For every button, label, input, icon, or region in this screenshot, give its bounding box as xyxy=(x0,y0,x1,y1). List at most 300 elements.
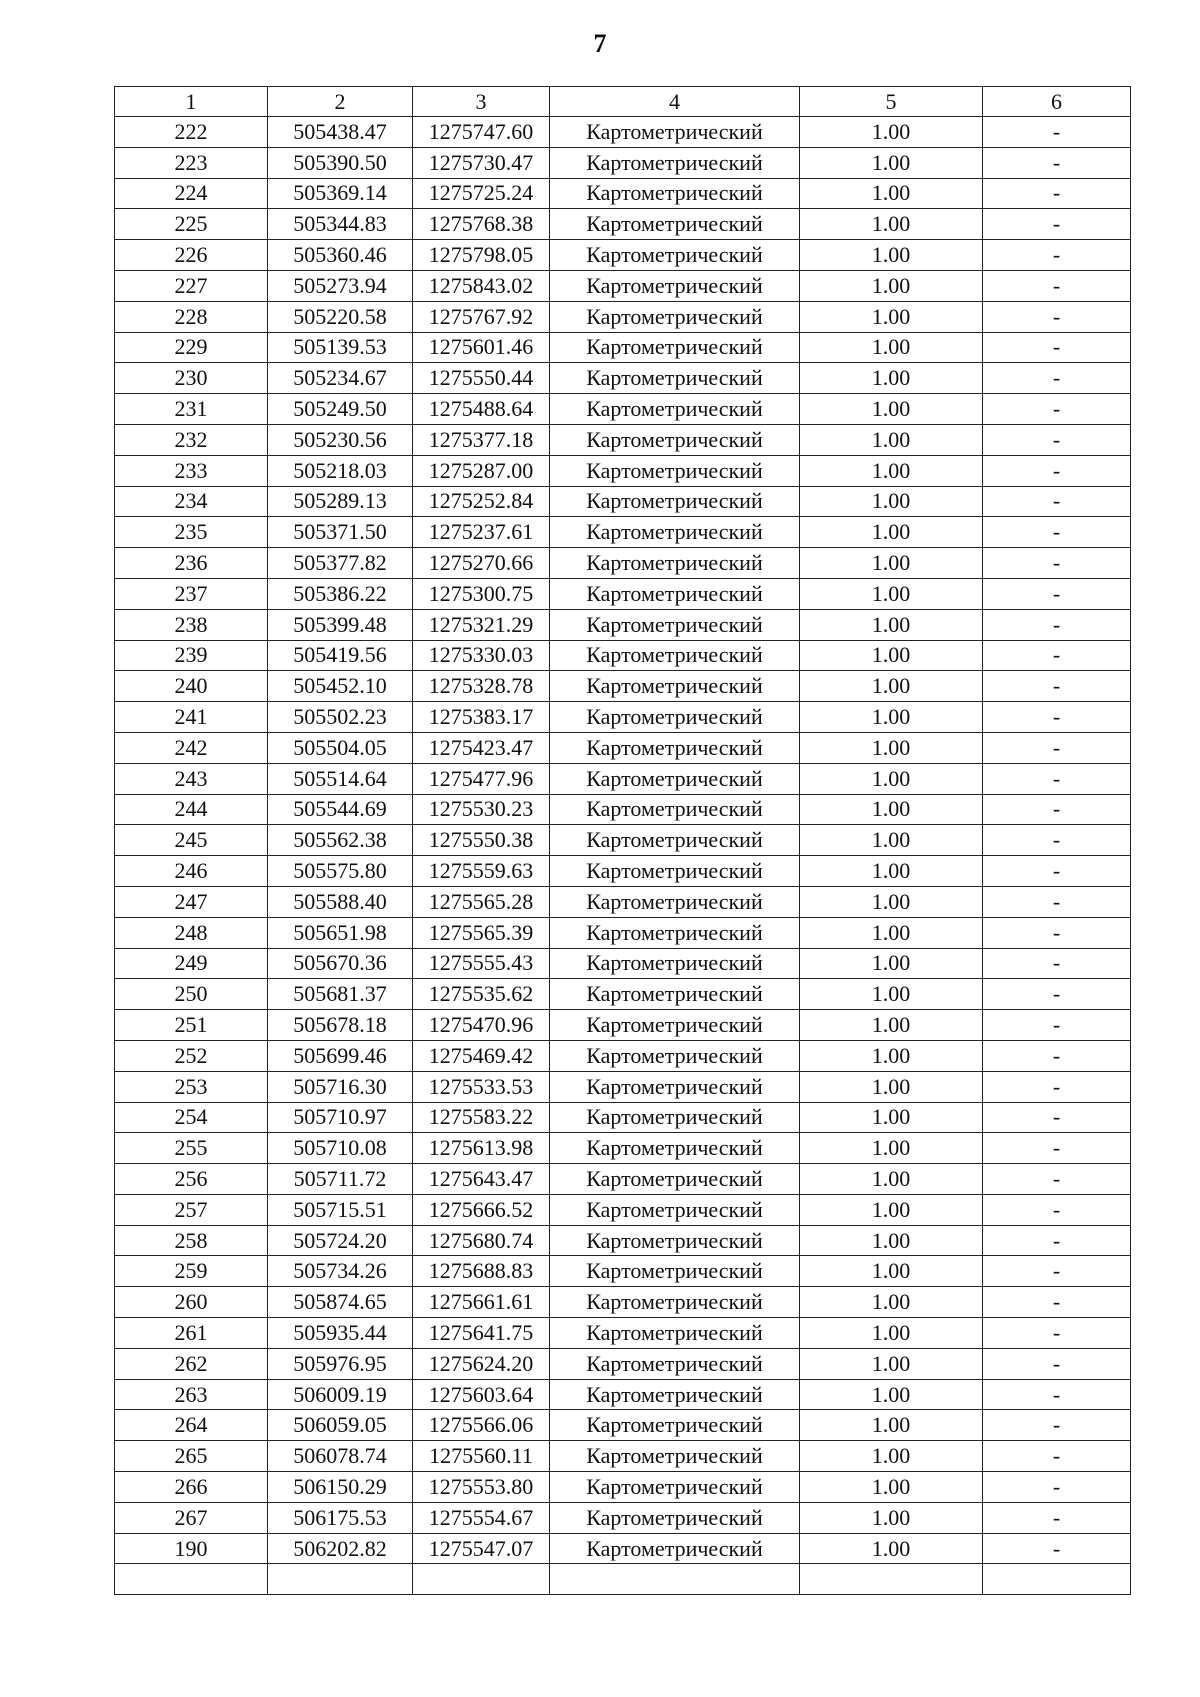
point-number-cell: 264 xyxy=(115,1410,268,1441)
point-number-cell: 247 xyxy=(115,886,268,917)
table-row xyxy=(115,794,1131,825)
y-coordinate-cell: 1275550.44 xyxy=(413,363,550,394)
description-cell: - xyxy=(983,1287,1131,1318)
accuracy-cell: 1.00 xyxy=(800,270,983,301)
x-coordinate-cell: 506059.05 xyxy=(268,1410,413,1441)
method-cell: Картометрический xyxy=(550,517,800,548)
x-coordinate-cell: 505273.94 xyxy=(268,270,413,301)
accuracy-cell: 1.00 xyxy=(800,117,983,148)
y-coordinate-cell: 1275252.84 xyxy=(413,486,550,517)
method-cell: Картометрический xyxy=(550,1533,800,1564)
description-cell: - xyxy=(983,363,1131,394)
table-row xyxy=(115,332,1131,363)
x-coordinate-cell: 505724.20 xyxy=(268,1225,413,1256)
method-cell: Картометрический xyxy=(550,1441,800,1472)
table-row xyxy=(115,424,1131,455)
x-coordinate-cell: 505734.26 xyxy=(268,1256,413,1287)
y-coordinate-cell: 1275730.47 xyxy=(413,147,550,178)
point-number-cell: 258 xyxy=(115,1225,268,1256)
method-cell: Картометрический xyxy=(550,117,800,148)
table-row xyxy=(115,270,1131,301)
y-coordinate-cell: 1275287.00 xyxy=(413,455,550,486)
y-coordinate-cell: 1275768.38 xyxy=(413,209,550,240)
y-coordinate-cell: 1275328.78 xyxy=(413,671,550,702)
accuracy-cell: 1.00 xyxy=(800,1040,983,1071)
y-coordinate-cell: 1275601.46 xyxy=(413,332,550,363)
description-cell: - xyxy=(983,1071,1131,1102)
table-row xyxy=(115,1441,1131,1472)
y-coordinate-cell: 1275469.42 xyxy=(413,1040,550,1071)
x-coordinate-cell: 505711.72 xyxy=(268,1164,413,1195)
method-cell: Картометрический xyxy=(550,1348,800,1379)
point-number-cell: 251 xyxy=(115,1010,268,1041)
y-coordinate-cell: 1275547.07 xyxy=(413,1533,550,1564)
x-coordinate-cell: 505874.65 xyxy=(268,1287,413,1318)
table-row xyxy=(115,917,1131,948)
accuracy-cell: 1.00 xyxy=(800,948,983,979)
point-number-cell: 239 xyxy=(115,640,268,671)
x-coordinate-cell: 505218.03 xyxy=(268,455,413,486)
y-coordinate-cell: 1275330.03 xyxy=(413,640,550,671)
method-cell: Картометрический xyxy=(550,301,800,332)
accuracy-cell: 1.00 xyxy=(800,209,983,240)
empty-cell xyxy=(268,1564,413,1595)
point-number-cell: 231 xyxy=(115,394,268,425)
point-number-cell: 234 xyxy=(115,486,268,517)
column-header-4: 4 xyxy=(550,87,800,117)
x-coordinate-cell: 505699.46 xyxy=(268,1040,413,1071)
description-cell: - xyxy=(983,1133,1131,1164)
y-coordinate-cell: 1275560.11 xyxy=(413,1441,550,1472)
accuracy-cell: 1.00 xyxy=(800,1102,983,1133)
accuracy-cell: 1.00 xyxy=(800,363,983,394)
method-cell: Картометрический xyxy=(550,1040,800,1071)
accuracy-cell: 1.00 xyxy=(800,1348,983,1379)
method-cell: Картометрический xyxy=(550,209,800,240)
table-row xyxy=(115,1133,1131,1164)
x-coordinate-cell: 505371.50 xyxy=(268,517,413,548)
empty-table-row xyxy=(115,1564,1131,1595)
table-row xyxy=(115,1410,1131,1441)
description-cell: - xyxy=(983,117,1131,148)
accuracy-cell: 1.00 xyxy=(800,979,983,1010)
point-number-cell: 248 xyxy=(115,917,268,948)
x-coordinate-cell: 505419.56 xyxy=(268,640,413,671)
table-row xyxy=(115,394,1131,425)
y-coordinate-cell: 1275583.22 xyxy=(413,1102,550,1133)
y-coordinate-cell: 1275477.96 xyxy=(413,763,550,794)
method-cell: Картометрический xyxy=(550,1194,800,1225)
description-cell: - xyxy=(983,1533,1131,1564)
table-row xyxy=(115,702,1131,733)
y-coordinate-cell: 1275270.66 xyxy=(413,548,550,579)
x-coordinate-cell: 505670.36 xyxy=(268,948,413,979)
method-cell: Картометрический xyxy=(550,1502,800,1533)
y-coordinate-cell: 1275688.83 xyxy=(413,1256,550,1287)
method-cell: Картометрический xyxy=(550,1164,800,1195)
x-coordinate-cell: 506150.29 xyxy=(268,1472,413,1503)
y-coordinate-cell: 1275843.02 xyxy=(413,270,550,301)
description-cell: - xyxy=(983,1348,1131,1379)
point-number-cell: 235 xyxy=(115,517,268,548)
y-coordinate-cell: 1275565.28 xyxy=(413,886,550,917)
x-coordinate-cell: 505139.53 xyxy=(268,332,413,363)
table-row xyxy=(115,1256,1131,1287)
description-cell: - xyxy=(983,1256,1131,1287)
y-coordinate-cell: 1275643.47 xyxy=(413,1164,550,1195)
description-cell: - xyxy=(983,209,1131,240)
description-cell: - xyxy=(983,240,1131,271)
table-row xyxy=(115,1348,1131,1379)
table-row xyxy=(115,548,1131,579)
accuracy-cell: 1.00 xyxy=(800,517,983,548)
x-coordinate-cell: 505715.51 xyxy=(268,1194,413,1225)
description-cell: - xyxy=(983,1102,1131,1133)
method-cell: Картометрический xyxy=(550,1318,800,1349)
method-cell: Картометрический xyxy=(550,763,800,794)
method-cell: Картометрический xyxy=(550,424,800,455)
description-cell: - xyxy=(983,301,1131,332)
accuracy-cell: 1.00 xyxy=(800,702,983,733)
y-coordinate-cell: 1275747.60 xyxy=(413,117,550,148)
method-cell: Картометрический xyxy=(550,1010,800,1041)
point-number-cell: 226 xyxy=(115,240,268,271)
description-cell: - xyxy=(983,147,1131,178)
method-cell: Картометрический xyxy=(550,609,800,640)
point-number-cell: 227 xyxy=(115,270,268,301)
y-coordinate-cell: 1275565.39 xyxy=(413,917,550,948)
y-coordinate-cell: 1275555.43 xyxy=(413,948,550,979)
method-cell: Картометрический xyxy=(550,1410,800,1441)
accuracy-cell: 1.00 xyxy=(800,332,983,363)
point-number-cell: 255 xyxy=(115,1133,268,1164)
y-coordinate-cell: 1275680.74 xyxy=(413,1225,550,1256)
point-number-cell: 252 xyxy=(115,1040,268,1071)
column-header-2: 2 xyxy=(268,87,413,117)
point-number-cell: 249 xyxy=(115,948,268,979)
x-coordinate-cell: 505234.67 xyxy=(268,363,413,394)
x-coordinate-cell: 505289.13 xyxy=(268,486,413,517)
point-number-cell: 242 xyxy=(115,732,268,763)
y-coordinate-cell: 1275725.24 xyxy=(413,178,550,209)
x-coordinate-cell: 505377.82 xyxy=(268,548,413,579)
method-cell: Картометрический xyxy=(550,486,800,517)
empty-cell xyxy=(413,1564,550,1595)
accuracy-cell: 1.00 xyxy=(800,671,983,702)
y-coordinate-cell: 1275767.92 xyxy=(413,301,550,332)
description-cell: - xyxy=(983,825,1131,856)
table-row xyxy=(115,979,1131,1010)
x-coordinate-cell: 505651.98 xyxy=(268,917,413,948)
description-cell: - xyxy=(983,1164,1131,1195)
point-number-cell: 245 xyxy=(115,825,268,856)
accuracy-cell: 1.00 xyxy=(800,147,983,178)
point-number-cell: 229 xyxy=(115,332,268,363)
table-row xyxy=(115,455,1131,486)
y-coordinate-cell: 1275377.18 xyxy=(413,424,550,455)
point-number-cell: 240 xyxy=(115,671,268,702)
point-number-cell: 263 xyxy=(115,1379,268,1410)
table-row xyxy=(115,948,1131,979)
accuracy-cell: 1.00 xyxy=(800,424,983,455)
y-coordinate-cell: 1275798.05 xyxy=(413,240,550,271)
accuracy-cell: 1.00 xyxy=(800,1225,983,1256)
point-number-cell: 244 xyxy=(115,794,268,825)
description-cell: - xyxy=(983,455,1131,486)
method-cell: Картометрический xyxy=(550,948,800,979)
method-cell: Картометрический xyxy=(550,1256,800,1287)
point-number-cell: 237 xyxy=(115,578,268,609)
x-coordinate-cell: 505386.22 xyxy=(268,578,413,609)
description-cell: - xyxy=(983,763,1131,794)
y-coordinate-cell: 1275641.75 xyxy=(413,1318,550,1349)
point-number-cell: 262 xyxy=(115,1348,268,1379)
accuracy-cell: 1.00 xyxy=(800,1379,983,1410)
point-number-cell: 254 xyxy=(115,1102,268,1133)
y-coordinate-cell: 1275553.80 xyxy=(413,1472,550,1503)
description-cell: - xyxy=(983,332,1131,363)
table-row xyxy=(115,763,1131,794)
description-cell: - xyxy=(983,486,1131,517)
accuracy-cell: 1.00 xyxy=(800,856,983,887)
x-coordinate-cell: 505220.58 xyxy=(268,301,413,332)
accuracy-cell: 1.00 xyxy=(800,1502,983,1533)
method-cell: Картометрический xyxy=(550,270,800,301)
y-coordinate-cell: 1275470.96 xyxy=(413,1010,550,1041)
table-row xyxy=(115,886,1131,917)
accuracy-cell: 1.00 xyxy=(800,548,983,579)
method-cell: Картометрический xyxy=(550,856,800,887)
table-row xyxy=(115,825,1131,856)
x-coordinate-cell: 505399.48 xyxy=(268,609,413,640)
table-row xyxy=(115,732,1131,763)
x-coordinate-cell: 505230.56 xyxy=(268,424,413,455)
column-header-5: 5 xyxy=(800,87,983,117)
y-coordinate-cell: 1275566.06 xyxy=(413,1410,550,1441)
table-row xyxy=(115,578,1131,609)
point-number-cell: 259 xyxy=(115,1256,268,1287)
description-cell: - xyxy=(983,578,1131,609)
method-cell: Картометрический xyxy=(550,548,800,579)
accuracy-cell: 1.00 xyxy=(800,1441,983,1472)
x-coordinate-cell: 505710.08 xyxy=(268,1133,413,1164)
description-cell: - xyxy=(983,1040,1131,1071)
description-cell: - xyxy=(983,1502,1131,1533)
y-coordinate-cell: 1275554.67 xyxy=(413,1502,550,1533)
accuracy-cell: 1.00 xyxy=(800,1287,983,1318)
method-cell: Картометрический xyxy=(550,825,800,856)
method-cell: Картометрический xyxy=(550,1071,800,1102)
x-coordinate-cell: 505678.18 xyxy=(268,1010,413,1041)
y-coordinate-cell: 1275300.75 xyxy=(413,578,550,609)
method-cell: Картометрический xyxy=(550,455,800,486)
accuracy-cell: 1.00 xyxy=(800,609,983,640)
method-cell: Картометрический xyxy=(550,886,800,917)
table-row xyxy=(115,1225,1131,1256)
table-row xyxy=(115,486,1131,517)
y-coordinate-cell: 1275613.98 xyxy=(413,1133,550,1164)
empty-cell xyxy=(983,1564,1131,1595)
accuracy-cell: 1.00 xyxy=(800,394,983,425)
accuracy-cell: 1.00 xyxy=(800,886,983,917)
x-coordinate-cell: 505562.38 xyxy=(268,825,413,856)
x-coordinate-cell: 505438.47 xyxy=(268,117,413,148)
accuracy-cell: 1.00 xyxy=(800,917,983,948)
page-number: 7 xyxy=(593,29,607,58)
method-cell: Картометрический xyxy=(550,147,800,178)
y-coordinate-cell: 1275533.53 xyxy=(413,1071,550,1102)
x-coordinate-cell: 505390.50 xyxy=(268,147,413,178)
x-coordinate-cell: 505360.46 xyxy=(268,240,413,271)
accuracy-cell: 1.00 xyxy=(800,1194,983,1225)
description-cell: - xyxy=(983,1225,1131,1256)
empty-cell xyxy=(800,1564,983,1595)
y-coordinate-cell: 1275383.17 xyxy=(413,702,550,733)
accuracy-cell: 1.00 xyxy=(800,732,983,763)
method-cell: Картометрический xyxy=(550,702,800,733)
point-number-cell: 238 xyxy=(115,609,268,640)
column-header-1: 1 xyxy=(115,87,268,117)
accuracy-cell: 1.00 xyxy=(800,1533,983,1564)
y-coordinate-cell: 1275321.29 xyxy=(413,609,550,640)
accuracy-cell: 1.00 xyxy=(800,640,983,671)
method-cell: Картометрический xyxy=(550,1379,800,1410)
point-number-cell: 260 xyxy=(115,1287,268,1318)
description-cell: - xyxy=(983,702,1131,733)
y-coordinate-cell: 1275603.64 xyxy=(413,1379,550,1410)
point-number-cell: 250 xyxy=(115,979,268,1010)
point-number-cell: 246 xyxy=(115,856,268,887)
x-coordinate-cell: 505710.97 xyxy=(268,1102,413,1133)
description-cell: - xyxy=(983,794,1131,825)
table-row xyxy=(115,671,1131,702)
method-cell: Картометрический xyxy=(550,1102,800,1133)
y-coordinate-cell: 1275423.47 xyxy=(413,732,550,763)
table-row xyxy=(115,147,1131,178)
point-number-cell: 257 xyxy=(115,1194,268,1225)
point-number-cell: 222 xyxy=(115,117,268,148)
table-row xyxy=(115,301,1131,332)
accuracy-cell: 1.00 xyxy=(800,1472,983,1503)
accuracy-cell: 1.00 xyxy=(800,1010,983,1041)
x-coordinate-cell: 505502.23 xyxy=(268,702,413,733)
accuracy-cell: 1.00 xyxy=(800,1410,983,1441)
point-number-cell: 232 xyxy=(115,424,268,455)
x-coordinate-cell: 505452.10 xyxy=(268,671,413,702)
description-cell: - xyxy=(983,886,1131,917)
description-cell: - xyxy=(983,1441,1131,1472)
header-row xyxy=(115,87,1131,117)
description-cell: - xyxy=(983,1472,1131,1503)
x-coordinate-cell: 505976.95 xyxy=(268,1348,413,1379)
description-cell: - xyxy=(983,948,1131,979)
x-coordinate-cell: 505716.30 xyxy=(268,1071,413,1102)
method-cell: Картометрический xyxy=(550,671,800,702)
method-cell: Картометрический xyxy=(550,1287,800,1318)
description-cell: - xyxy=(983,178,1131,209)
accuracy-cell: 1.00 xyxy=(800,1133,983,1164)
accuracy-cell: 1.00 xyxy=(800,1071,983,1102)
accuracy-cell: 1.00 xyxy=(800,240,983,271)
method-cell: Картометрический xyxy=(550,917,800,948)
description-cell: - xyxy=(983,917,1131,948)
method-cell: Картометрический xyxy=(550,240,800,271)
point-number-cell: 236 xyxy=(115,548,268,579)
point-number-cell: 241 xyxy=(115,702,268,733)
method-cell: Картометрический xyxy=(550,578,800,609)
method-cell: Картометрический xyxy=(550,363,800,394)
point-number-cell: 230 xyxy=(115,363,268,394)
table-row xyxy=(115,1040,1131,1071)
table-row xyxy=(115,1194,1131,1225)
table-row xyxy=(115,1102,1131,1133)
table-row xyxy=(115,640,1131,671)
accuracy-cell: 1.00 xyxy=(800,763,983,794)
accuracy-cell: 1.00 xyxy=(800,178,983,209)
accuracy-cell: 1.00 xyxy=(800,794,983,825)
y-coordinate-cell: 1275666.52 xyxy=(413,1194,550,1225)
x-coordinate-cell: 506078.74 xyxy=(268,1441,413,1472)
description-cell: - xyxy=(983,270,1131,301)
method-cell: Картометрический xyxy=(550,332,800,363)
description-cell: - xyxy=(983,548,1131,579)
x-coordinate-cell: 506175.53 xyxy=(268,1502,413,1533)
x-coordinate-cell: 505514.64 xyxy=(268,763,413,794)
table-row xyxy=(115,209,1131,240)
x-coordinate-cell: 505344.83 xyxy=(268,209,413,240)
table-row xyxy=(115,363,1131,394)
table-row xyxy=(115,1502,1131,1533)
table-row xyxy=(115,178,1131,209)
table-row xyxy=(115,240,1131,271)
table-row xyxy=(115,1071,1131,1102)
y-coordinate-cell: 1275559.63 xyxy=(413,856,550,887)
description-cell: - xyxy=(983,671,1131,702)
y-coordinate-cell: 1275530.23 xyxy=(413,794,550,825)
accuracy-cell: 1.00 xyxy=(800,578,983,609)
table-row xyxy=(115,856,1131,887)
table-row xyxy=(115,1318,1131,1349)
point-number-cell: 233 xyxy=(115,455,268,486)
point-number-cell: 265 xyxy=(115,1441,268,1472)
table-row xyxy=(115,609,1131,640)
point-number-cell: 256 xyxy=(115,1164,268,1195)
empty-cell xyxy=(115,1564,268,1595)
description-cell: - xyxy=(983,1010,1131,1041)
method-cell: Картометрический xyxy=(550,1133,800,1164)
table-row xyxy=(115,1287,1131,1318)
description-cell: - xyxy=(983,979,1131,1010)
method-cell: Картометрический xyxy=(550,178,800,209)
y-coordinate-cell: 1275237.61 xyxy=(413,517,550,548)
method-cell: Картометрический xyxy=(550,979,800,1010)
y-coordinate-cell: 1275535.62 xyxy=(413,979,550,1010)
description-cell: - xyxy=(983,1318,1131,1349)
method-cell: Картометрический xyxy=(550,640,800,671)
method-cell: Картометрический xyxy=(550,732,800,763)
description-cell: - xyxy=(983,1379,1131,1410)
column-header-6: 6 xyxy=(983,87,1131,117)
x-coordinate-cell: 506009.19 xyxy=(268,1379,413,1410)
table-body xyxy=(115,117,1131,1595)
y-coordinate-cell: 1275488.64 xyxy=(413,394,550,425)
description-cell: - xyxy=(983,394,1131,425)
method-cell: Картометрический xyxy=(550,1225,800,1256)
point-number-cell: 243 xyxy=(115,763,268,794)
table-row xyxy=(115,1164,1131,1195)
point-number-cell: 228 xyxy=(115,301,268,332)
table-row xyxy=(115,117,1131,148)
